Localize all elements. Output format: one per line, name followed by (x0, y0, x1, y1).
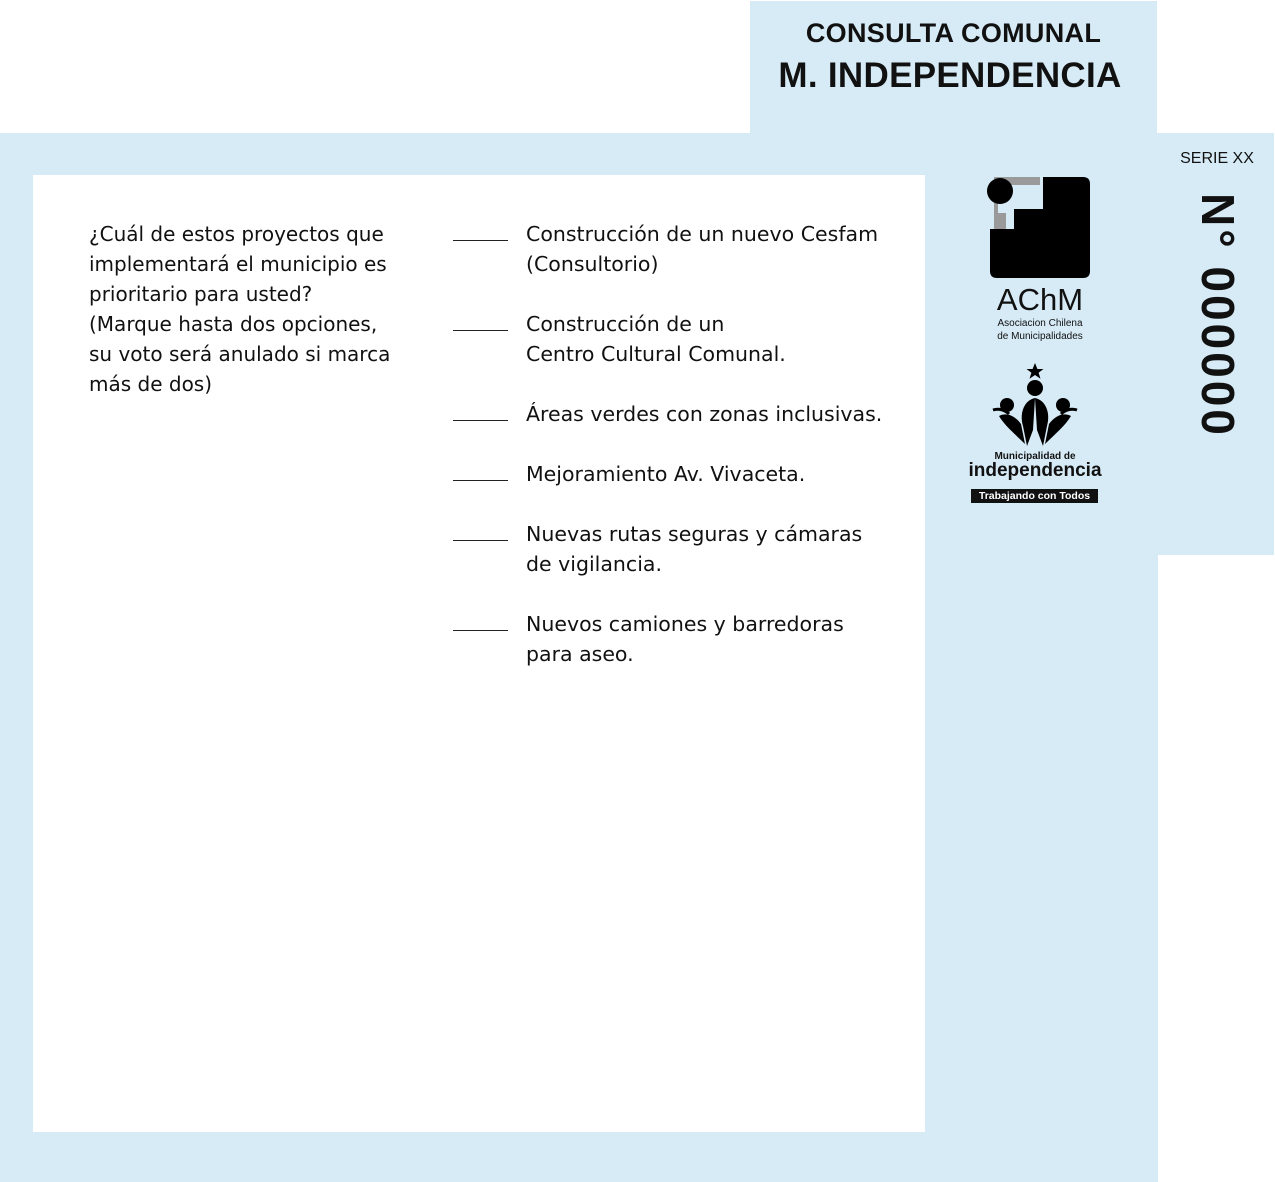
option-label: Nuevos camiones y barredoras para aseo. (526, 612, 844, 666)
option-label: Nuevas rutas seguras y cámaras de vigilancia. (526, 522, 863, 576)
mark-line[interactable] (453, 480, 508, 481)
mark-line[interactable] (453, 420, 508, 421)
option-label: Áreas verdes con zonas inclusivas. (526, 402, 883, 426)
achm-subtitle: Asociacion Chilena de Municipalidades (997, 318, 1083, 342)
ballot-subtitle: M. INDEPENDENCIA (778, 56, 1122, 95)
question-text: ¿Cuál de estos proyectos que implementará el municipio es prioritario para usted? (Marque hasta dos opciones, su voto será anulado si marca más de dos) (89, 222, 391, 396)
municipality-name: independencia (968, 460, 1102, 481)
mark-line[interactable] (453, 540, 508, 541)
municipality-prefix: Municipalidad de (994, 451, 1076, 462)
mark-line[interactable] (453, 330, 508, 331)
folio-number: N° 000000 (1192, 193, 1244, 438)
serie-label: SERIE XX (1180, 150, 1254, 167)
municipality-tagline: Trabajando con Todos (971, 489, 1098, 503)
option-label: Construcción de un Centro Cultural Comunal. (526, 312, 786, 366)
municipality-logo-icon (985, 360, 1085, 455)
mark-line[interactable] (453, 240, 508, 241)
achm-name: AChM (996, 282, 1084, 317)
option-label: Construcción de un nuevo Cesfam (Consultorio) (526, 222, 879, 276)
mark-line[interactable] (453, 630, 508, 631)
option-label: Mejoramiento Av. Vivaceta. (526, 462, 806, 486)
ballot-title: CONSULTA COMUNAL (805, 18, 1102, 48)
